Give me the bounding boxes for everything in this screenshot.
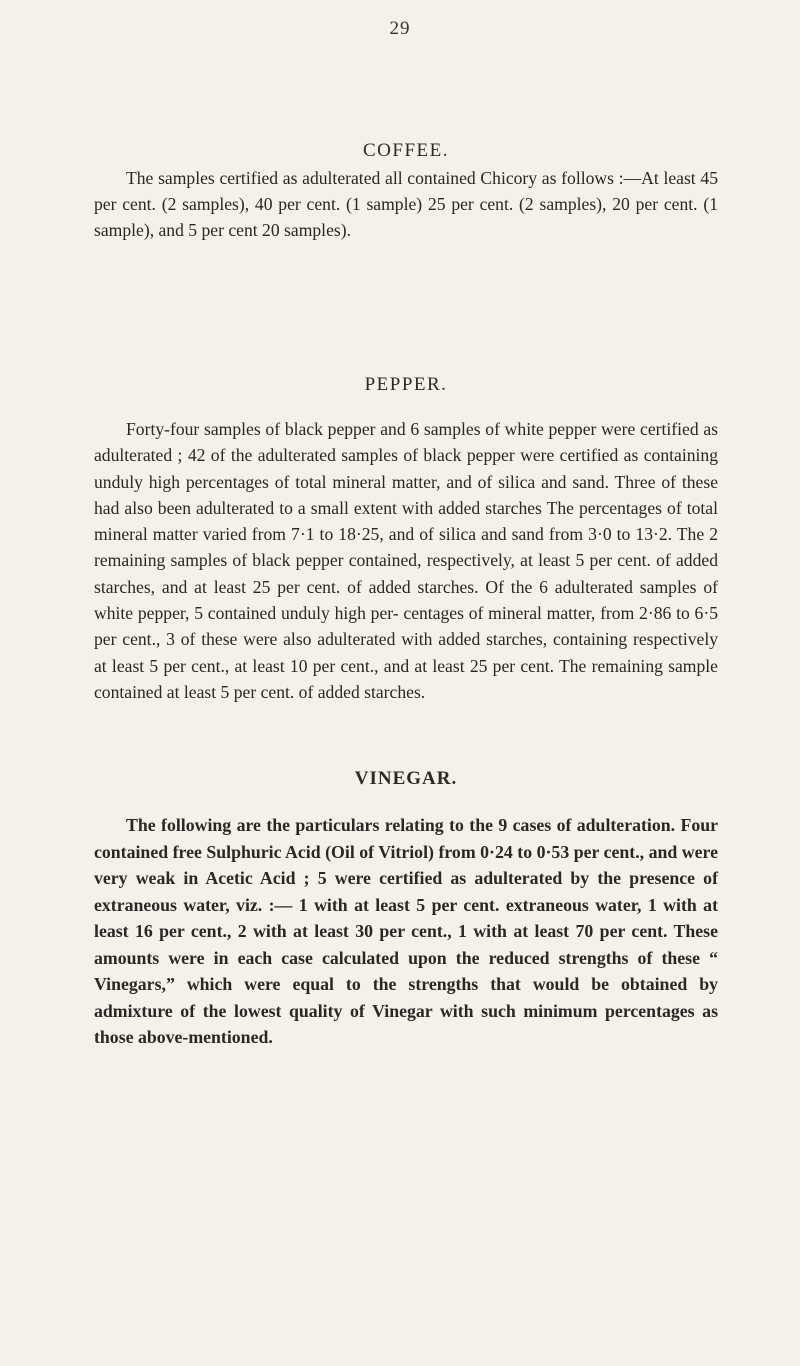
coffee-section xyxy=(94,140,718,243)
pepper-section xyxy=(94,374,718,705)
vinegar-section xyxy=(94,768,718,1051)
coffee-heading: COFFEE. xyxy=(363,140,449,161)
vinegar-paragraph: The following are the particulars relating to the 9 cases of adulteration. Four contained free Sulphuric Acid (Oil of Vitriol) from 0·24 to 0·53 per cent., and were very weak in Acetic Acid ; 5 were certified as adulterated by the presence of extraneous water, viz. :— 1 with at least 5 per cent. extraneous water, 1 with at least 16 per cent., 2 with at least 30 per cent., 1 with at least 70 per cent. These amounts were in each case calculated upon the reduced strengths of these “ Vinegars,” which were equal to the strengths that would be obtained by admixture of the lowest quality of Vinegar with such minimum percentages as those above-mentioned. xyxy=(94,815,718,1047)
pepper-paragraph: Forty-four samples of black pepper and 6 samples of white pepper were certified as adulterated ; 42 of the adulterated samples of black pepper were certified as containing unduly high percentages of total mineral matter, and of silica and sand. Three of these had also been adulterated to a small extent with added starches The percentages of total mineral matter varied from 7·1 to 18·25, and of silica and sand from 3·0 to 13·2. The 2 remaining samples of black pepper contained, respectively, at least 5 per cent. of added starches, and at least 25 per cent. of added starches. Of the 6 adulterated samples of white pepper, 5 contained unduly high per- centages of mineral matter, from 2·86 to 6·5 per cent., 3 of these were also adulterated with added starches, containing respectively at least 5 per cent., at least 10 per cent., and at least 25 per cent. The remaining sample contained at least 5 per cent. of added starches. xyxy=(94,419,718,702)
pepper-heading: PEPPER. xyxy=(364,374,448,395)
vinegar-heading: VINEGAR. xyxy=(354,768,458,789)
coffee-paragraph: The samples certified as adulterated all contained Chicory as follows :—At least 45 per cent. (2 samples), 40 per cent. (1 sample) 25 per cent. (2 samples), 20 per cent. (1 sample), and 5 per cent 20 samples). xyxy=(94,168,718,240)
page-number: 29 xyxy=(389,18,411,39)
